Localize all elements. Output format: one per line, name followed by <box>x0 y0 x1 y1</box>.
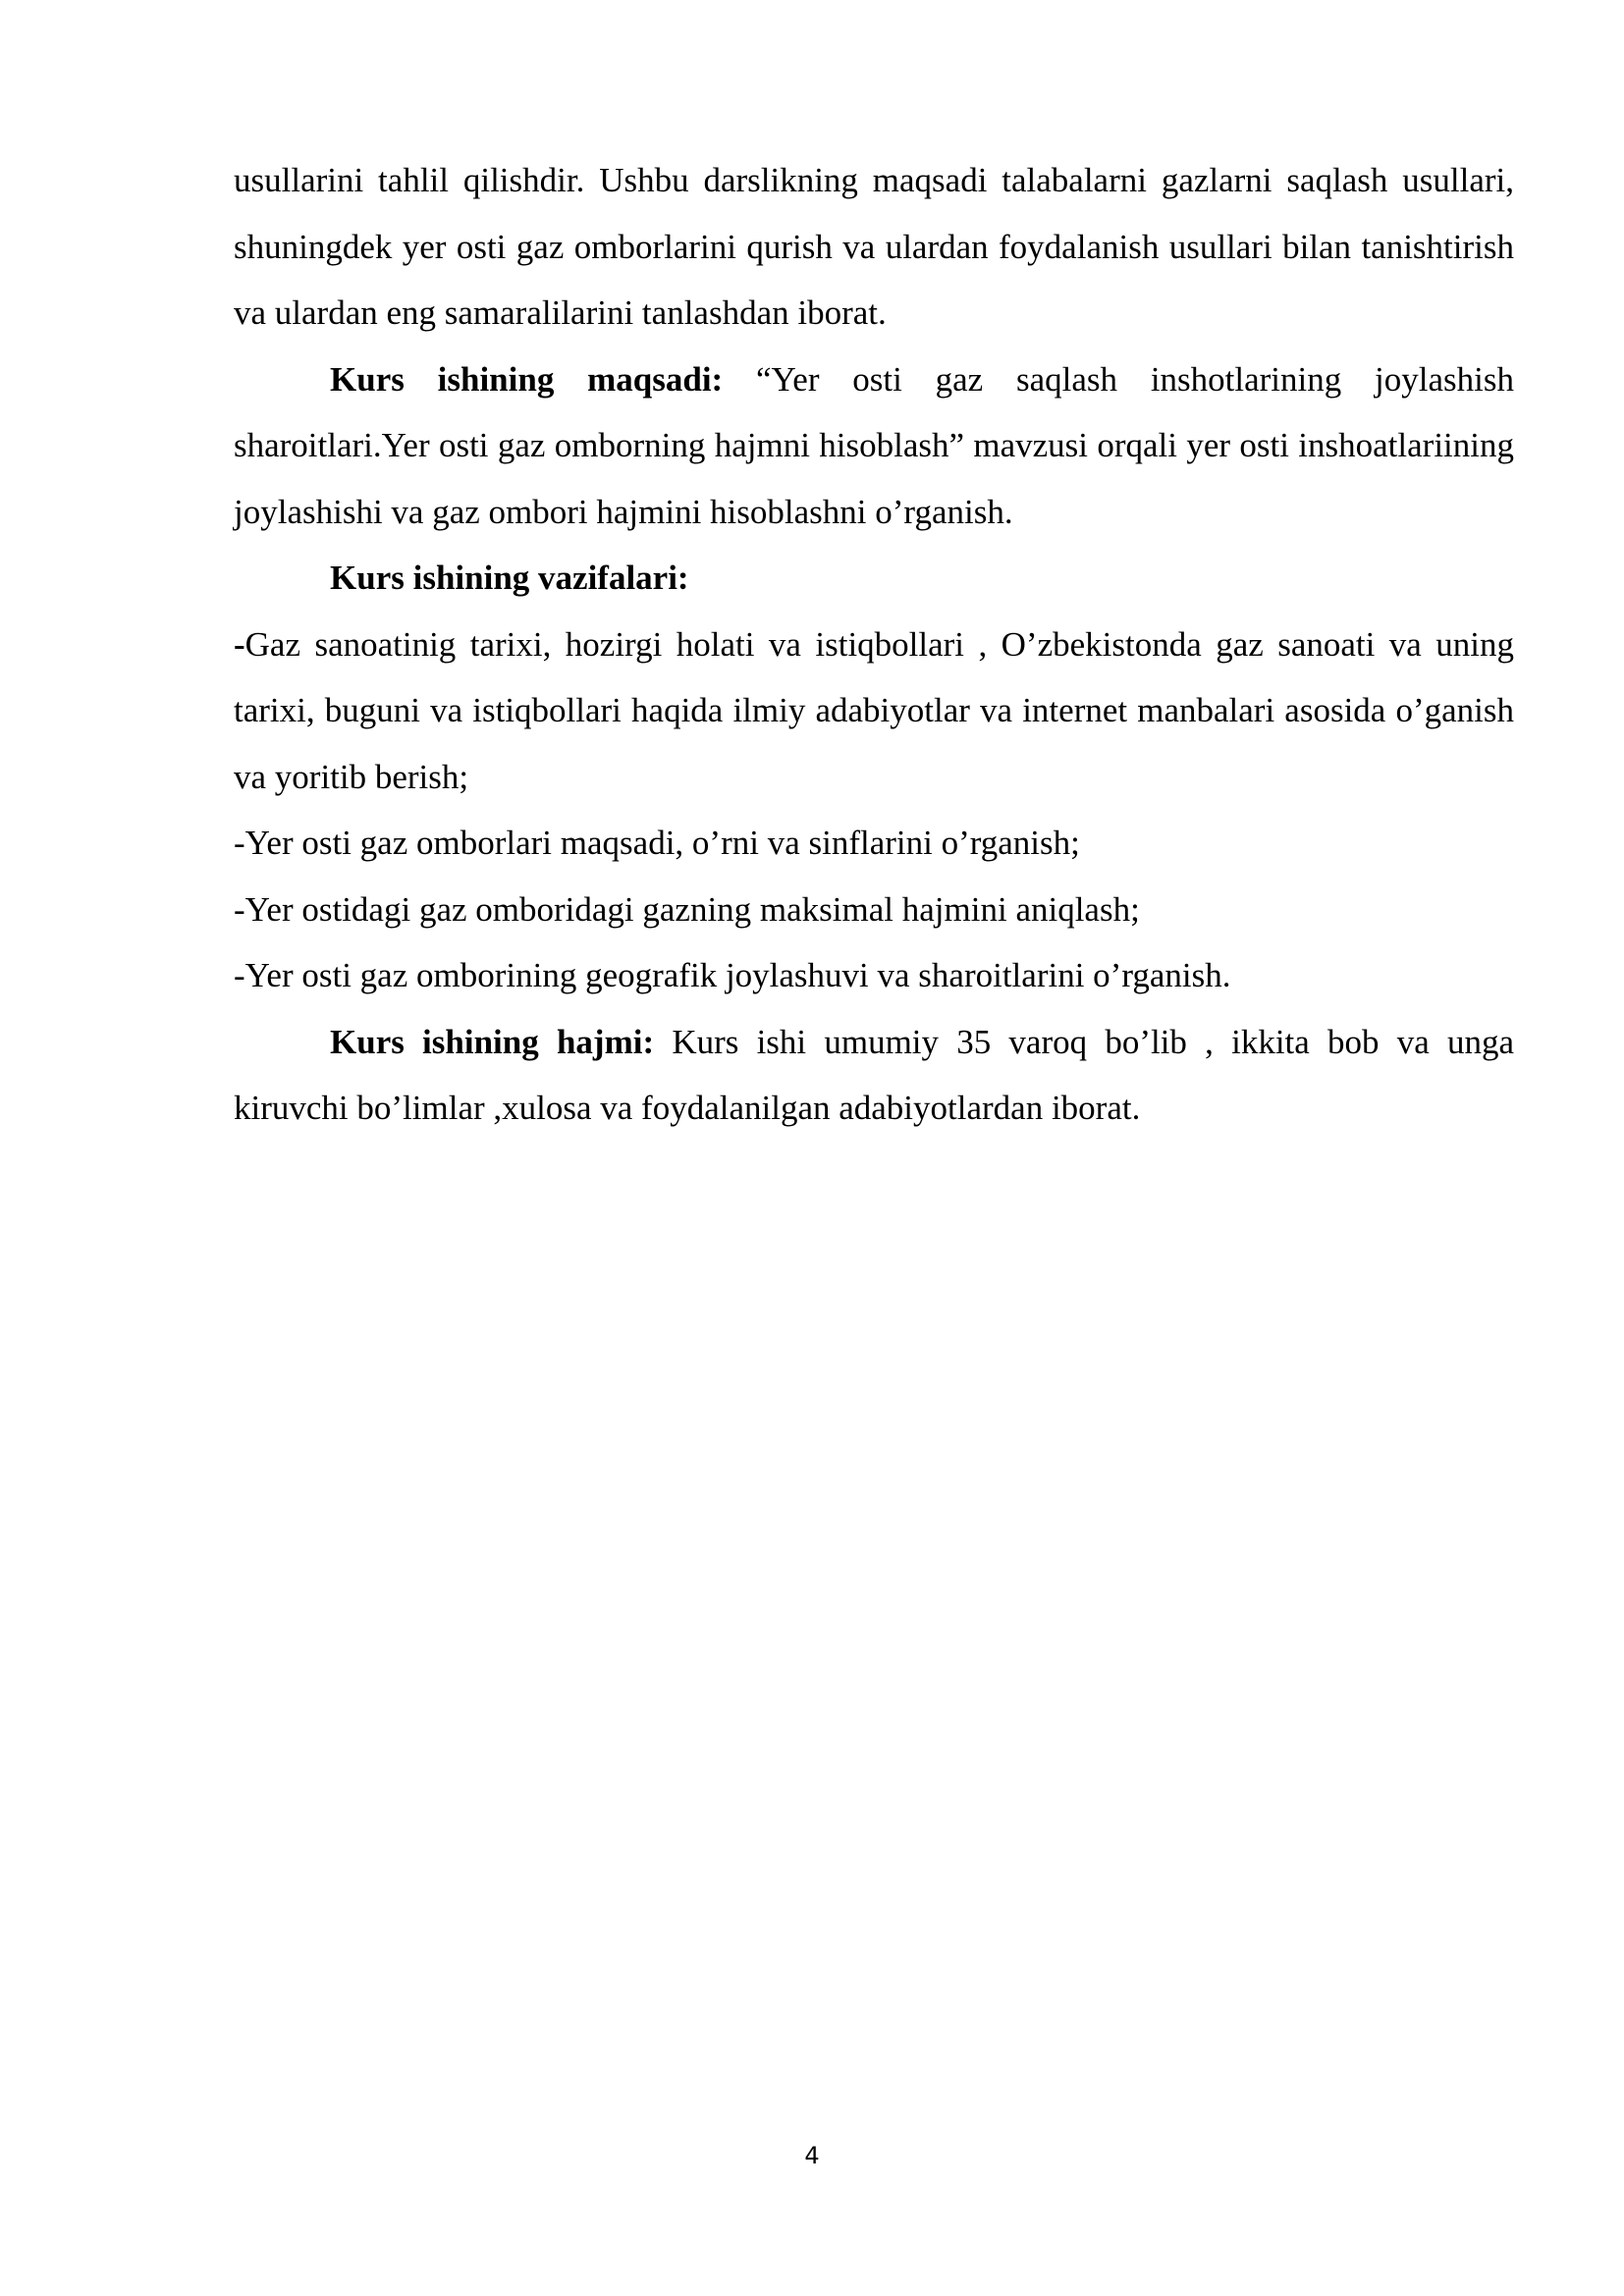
volume-heading: Kurs ishining hajmi: <box>330 1022 655 1061</box>
page-body <box>234 147 1514 1142</box>
task-item-3: -Yer ostidagi gaz omboridagi gazning maksimal hajmini aniqlash; <box>234 889 1140 929</box>
page-number: 4 <box>804 2142 820 2169</box>
task-item-1-text: Gaz sanoatinig tarixi, hozirgi holati va istiqbollari , O’zbekistonda gaz sanoati va uning tarixi, buguni va istiqbollari haqida ilmiy adabiyotlar va internet manbalari asosida o’ganish va yoritib berish; <box>234 624 1514 796</box>
intro-paragraph: usullarini tahlil qilishdir. Ushbu darslikning maqsadi talabalarni gazlarni saqlash usullari, shuningdek yer osti gaz omborlarini qurish va ulardan foydalanish usullari bilan tanishtirish va ulardan eng samaralilarini tanlashdan iborat. <box>234 161 1514 332</box>
goal-heading: Kurs ishining maqsadi: <box>330 359 724 399</box>
goal-text: “Yer osti gaz saqlash inshotlarining joylashish sharoitlari.Yer osti gaz omborning hajmni hisoblash” mavzusi orqali yer osti inshoatlariining joylashishi va gaz ombori hajmini hisoblashni o’rganish. <box>234 359 1514 531</box>
task-item-2: -Yer osti gaz omborlari maqsadi, o’rni va sinflarini o’rganish; <box>234 824 1080 862</box>
task-item-1 <box>234 612 1514 811</box>
volume-paragraph <box>234 1009 1514 1142</box>
task-item-4: -Yer osti gaz omborining geografik joylashuvi va sharoitlarini o’rganish. <box>234 956 1231 994</box>
volume-text: Kurs ishi umumiy 35 varoq bo’lib , ikkita bob va unga kiruvchi bo’limlar ,xulosa va foydalanilgan adabiyotlardan iborat. <box>234 1022 1514 1127</box>
goal-paragraph <box>234 347 1514 546</box>
task-item-1-dash: - <box>234 624 245 664</box>
tasks-heading: Kurs ishining vazifalari: <box>330 559 689 597</box>
